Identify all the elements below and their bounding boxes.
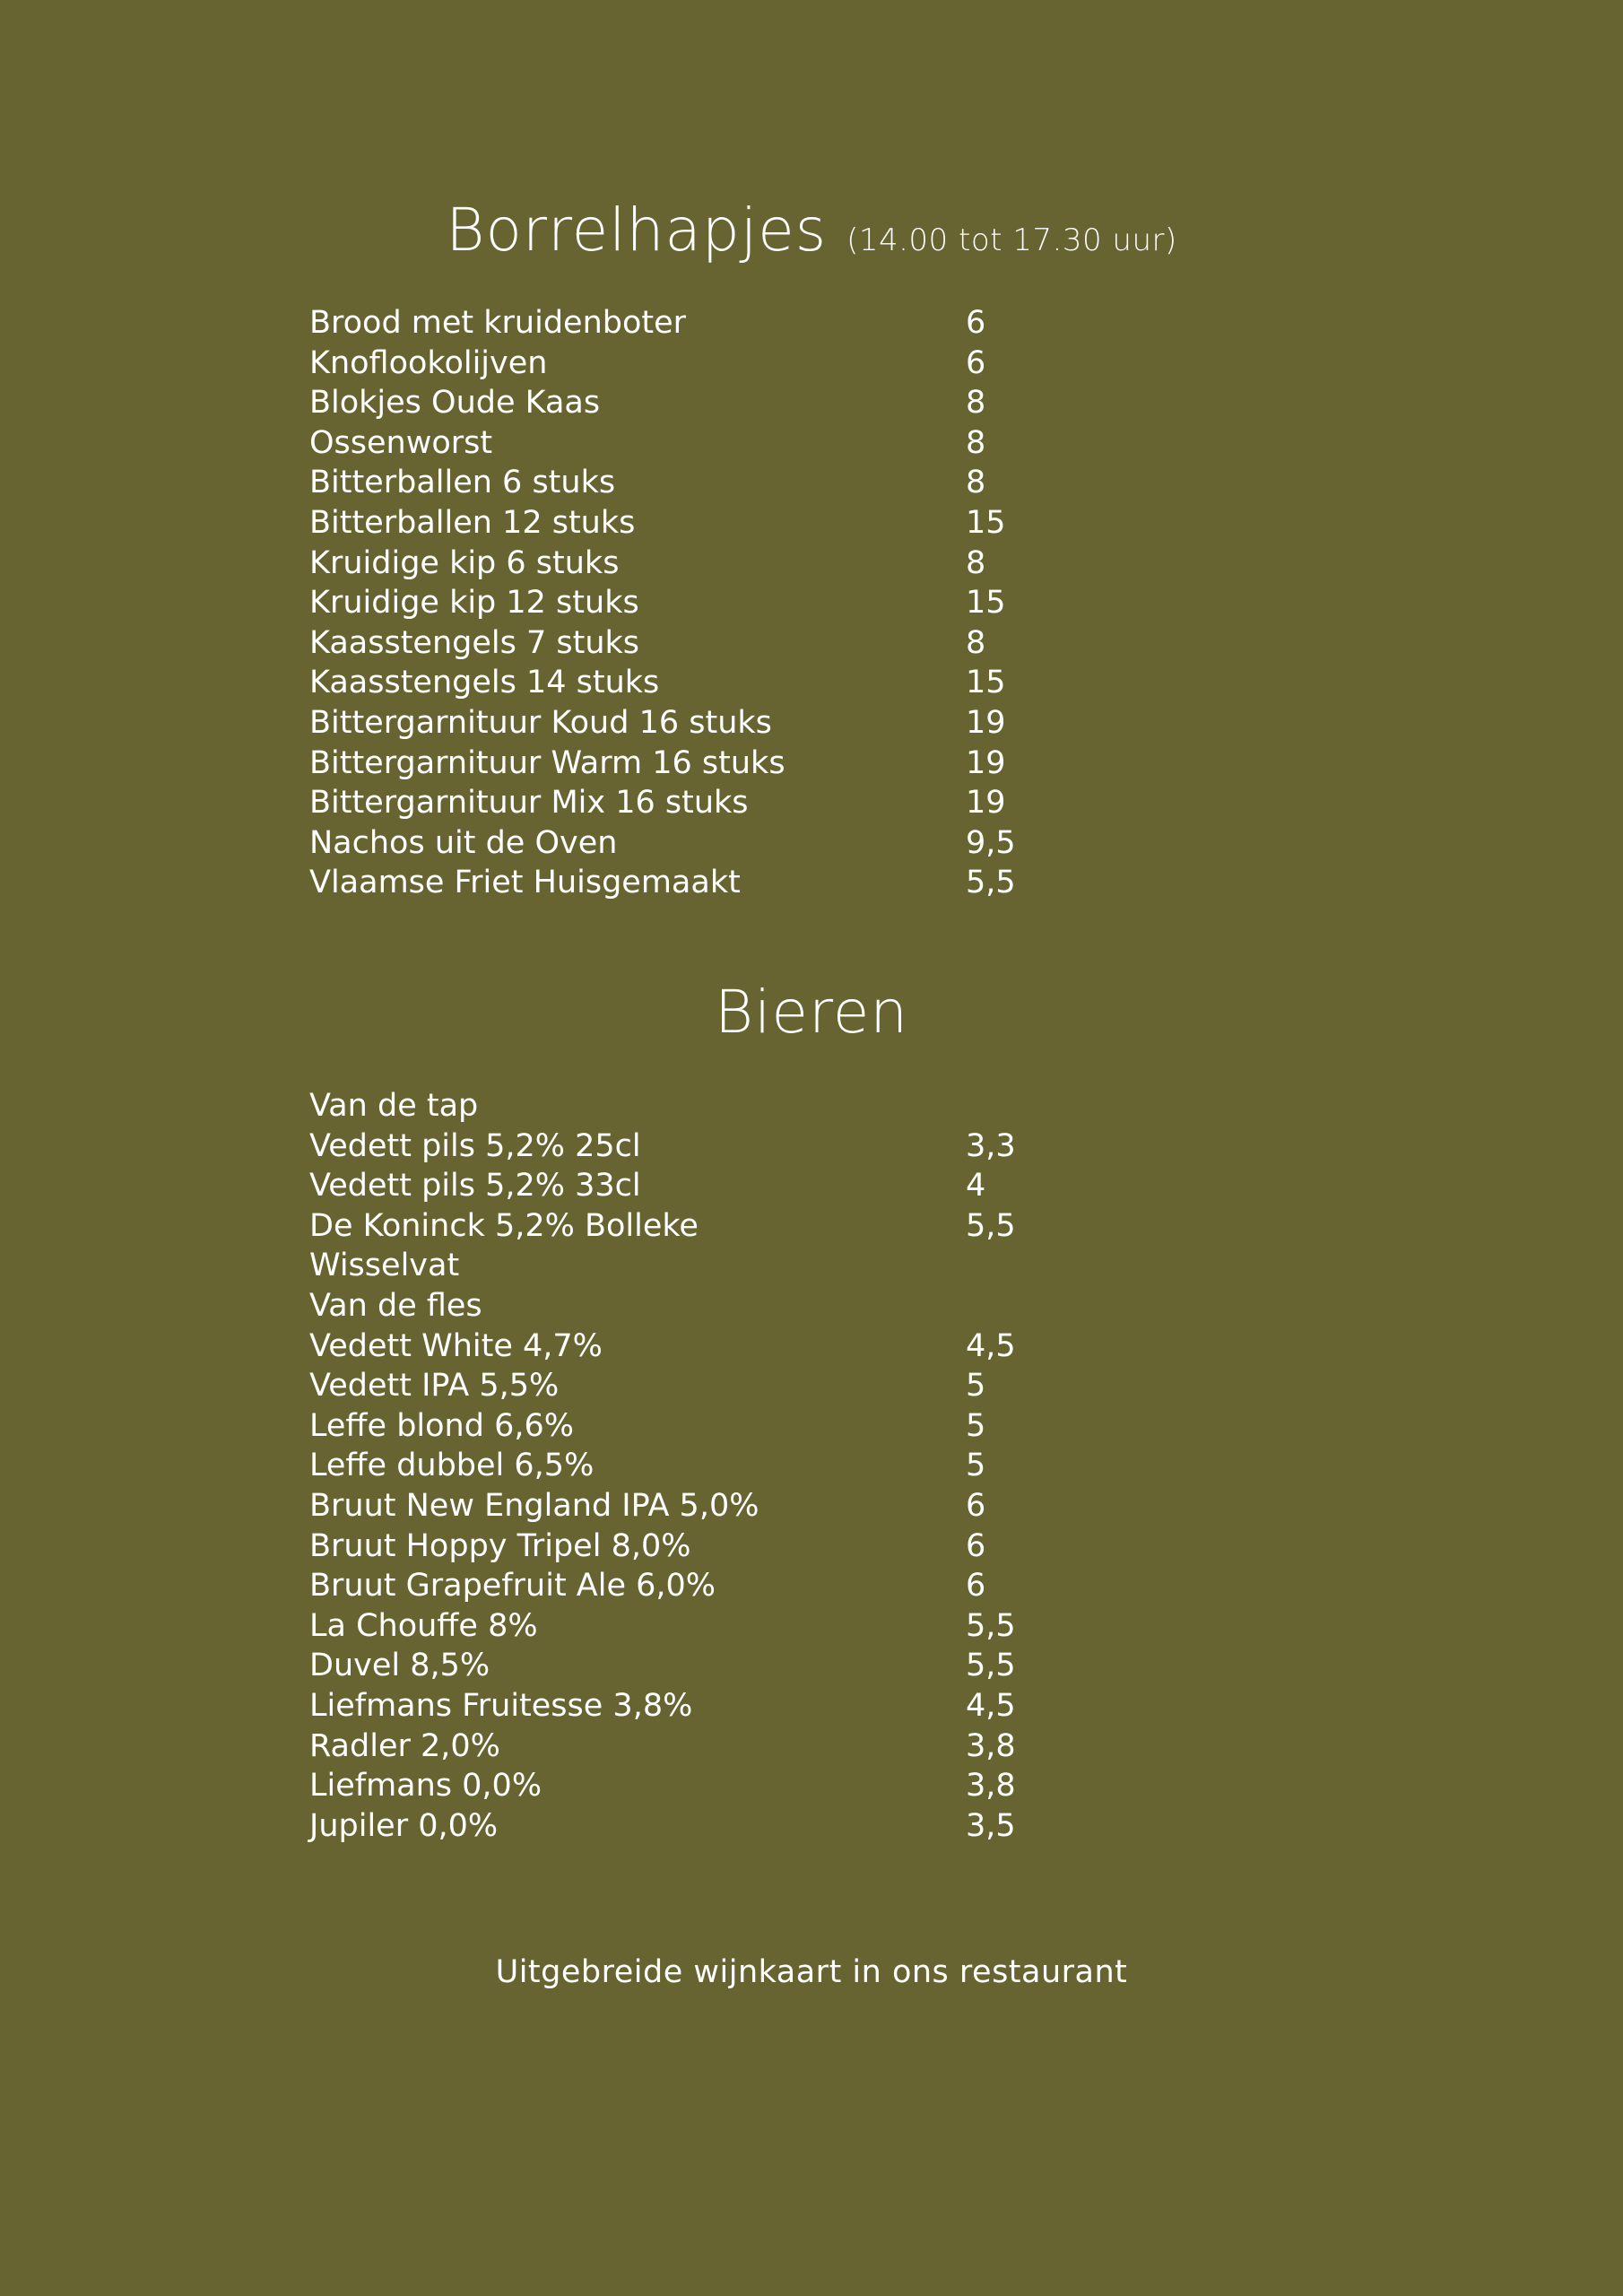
snacks-title: Borrelhapjes bbox=[446, 196, 828, 265]
menu-item bbox=[309, 1286, 1116, 1326]
menu-item bbox=[309, 623, 1116, 664]
menu-item bbox=[309, 1526, 1116, 1567]
menu-item-price: 3,8 bbox=[966, 1727, 1016, 1764]
menu-item bbox=[309, 1606, 1116, 1647]
menu-item-price: 5 bbox=[966, 1407, 986, 1444]
menu-item-price: 5,5 bbox=[966, 865, 1016, 901]
menu-item-name: Vlaamse Friet Huisgemaakt bbox=[309, 865, 741, 901]
menu-item-price: 15 bbox=[966, 585, 1006, 622]
menu-item bbox=[309, 1486, 1116, 1526]
menu-item bbox=[309, 1246, 1116, 1286]
snacks-heading bbox=[0, 190, 1623, 281]
menu-item-name: Vedett White 4,7% bbox=[309, 1327, 603, 1364]
menu-item-price: 19 bbox=[966, 744, 1006, 781]
menu-item-name: Bruut New England IPA 5,0% bbox=[309, 1487, 759, 1524]
menu-item-price: 5 bbox=[966, 1448, 986, 1484]
menu-item-name: Bitterballen 12 stuks bbox=[309, 504, 636, 541]
menu-item bbox=[309, 703, 1116, 744]
wine-list-note: Uitgebreide wijnkaart in ons restaurant bbox=[495, 1954, 1128, 1990]
menu-item-price: 6 bbox=[966, 305, 986, 341]
menu-item-name: Van de fles bbox=[309, 1287, 482, 1324]
menu-item bbox=[309, 1206, 1116, 1247]
menu-item bbox=[309, 1806, 1116, 1847]
menu-item-name: Van de tap bbox=[309, 1088, 479, 1124]
menu-item bbox=[309, 1686, 1116, 1726]
menu-item bbox=[309, 1166, 1116, 1206]
menu-item bbox=[309, 1406, 1116, 1447]
menu-item-price: 8 bbox=[966, 385, 986, 422]
menu-item-price: 9,5 bbox=[966, 824, 1016, 861]
menu-item-name: Bittergarnituur Warm 16 stuks bbox=[309, 744, 785, 781]
menu-item-name: Vedett IPA 5,5% bbox=[309, 1368, 560, 1405]
menu-item bbox=[309, 344, 1116, 384]
menu-item bbox=[309, 383, 1116, 423]
menu-item-price: 8 bbox=[966, 465, 986, 501]
menu-item-name: Ossenworst bbox=[309, 424, 493, 461]
menu-item-price: 4,5 bbox=[966, 1327, 1016, 1364]
menu-item-price: 6 bbox=[966, 1568, 986, 1605]
menu-item bbox=[309, 1086, 1116, 1126]
snacks-list bbox=[309, 303, 1116, 903]
menu-item bbox=[309, 783, 1116, 823]
menu-item-price: 8 bbox=[966, 424, 986, 461]
menu-item-name: Kruidige kip 6 stuks bbox=[309, 544, 620, 581]
menu-item bbox=[309, 303, 1116, 344]
menu-item bbox=[309, 823, 1116, 864]
menu-item-price: 4,5 bbox=[966, 1687, 1016, 1724]
menu-item-name: De Koninck 5,2% Bolleke bbox=[309, 1207, 699, 1244]
menu-item-name: Vedett pils 5,2% 25cl bbox=[309, 1127, 641, 1164]
menu-item-name: Liefmans Fruitesse 3,8% bbox=[309, 1687, 693, 1724]
menu-item bbox=[309, 1126, 1116, 1167]
menu-item-name: La Chouffe 8% bbox=[309, 1607, 538, 1644]
menu-item-price: 4 bbox=[966, 1168, 986, 1205]
menu-item-name: Bruut Grapefruit Ale 6,0% bbox=[309, 1568, 716, 1605]
menu-item-price: 3,8 bbox=[966, 1768, 1016, 1805]
menu-item-name: Kruidige kip 12 stuks bbox=[309, 585, 639, 622]
menu-item-price: 5,5 bbox=[966, 1207, 1016, 1244]
beers-heading bbox=[0, 972, 1623, 1053]
menu-item-name: Radler 2,0% bbox=[309, 1727, 500, 1764]
menu-item-price: 3,5 bbox=[966, 1807, 1016, 1844]
menu-item-name: Leffe blond 6,6% bbox=[309, 1407, 574, 1444]
menu-item bbox=[309, 1326, 1116, 1367]
menu-item-name: Bittergarnituur Mix 16 stuks bbox=[309, 785, 749, 822]
beers-title: Bieren bbox=[714, 978, 909, 1047]
menu-item-name: Jupiler 0,0% bbox=[309, 1807, 499, 1844]
menu-item bbox=[309, 1366, 1116, 1406]
menu-item-price: 6 bbox=[966, 344, 986, 381]
menu-item-price: 6 bbox=[966, 1487, 986, 1524]
menu-item-name: Vedett pils 5,2% 33cl bbox=[309, 1168, 641, 1205]
menu-item-name: Liefmans 0,0% bbox=[309, 1768, 542, 1805]
menu-item-name: Kaasstengels 7 stuks bbox=[309, 624, 640, 661]
menu-item-name: Knoflookolijven bbox=[309, 344, 548, 381]
menu-item-name: Nachos uit de Oven bbox=[309, 824, 618, 861]
menu-item-price: 5,5 bbox=[966, 1648, 1016, 1684]
menu-item-price: 15 bbox=[966, 665, 1006, 701]
menu-item-price: 6 bbox=[966, 1527, 986, 1564]
menu-item-name: Kaasstengels 14 stuks bbox=[309, 665, 660, 701]
menu-item-name: Brood met kruidenboter bbox=[309, 305, 687, 341]
menu-item bbox=[309, 1566, 1116, 1606]
menu-item bbox=[309, 1726, 1116, 1767]
menu-item-price: 19 bbox=[966, 704, 1006, 741]
menu-item-name: Bitterballen 6 stuks bbox=[309, 465, 616, 501]
menu-item-price: 5,5 bbox=[966, 1607, 1016, 1644]
menu-item-name: Bruut Hoppy Tripel 8,0% bbox=[309, 1527, 691, 1564]
snacks-hours: (14.00 tot 17.30 uur) bbox=[846, 222, 1177, 258]
menu-item-name: Leffe dubbel 6,5% bbox=[309, 1448, 595, 1484]
menu-item-name: Wisselvat bbox=[309, 1248, 460, 1284]
menu-item bbox=[309, 544, 1116, 584]
menu-item-price: 8 bbox=[966, 544, 986, 581]
menu-item-name: Bittergarnituur Koud 16 stuks bbox=[309, 704, 772, 741]
menu-item-price: 5 bbox=[966, 1368, 986, 1405]
menu-item bbox=[309, 744, 1116, 784]
menu-item bbox=[309, 1766, 1116, 1806]
menu-item bbox=[309, 423, 1116, 464]
menu-item-name: Duvel 8,5% bbox=[309, 1648, 490, 1684]
menu-item-price: 3,3 bbox=[966, 1127, 1016, 1164]
menu-item bbox=[309, 583, 1116, 623]
beers-list bbox=[309, 1086, 1116, 1846]
menu-item-price: 19 bbox=[966, 785, 1006, 822]
menu-item-price: 8 bbox=[966, 624, 986, 661]
menu-item-price: 15 bbox=[966, 504, 1006, 541]
menu-item bbox=[309, 1446, 1116, 1486]
menu-item bbox=[309, 1646, 1116, 1686]
menu-item bbox=[309, 463, 1116, 503]
menu-item bbox=[309, 503, 1116, 544]
menu-item-name: Blokjes Oude Kaas bbox=[309, 385, 601, 422]
menu-item bbox=[309, 663, 1116, 703]
menu-item bbox=[309, 863, 1116, 903]
